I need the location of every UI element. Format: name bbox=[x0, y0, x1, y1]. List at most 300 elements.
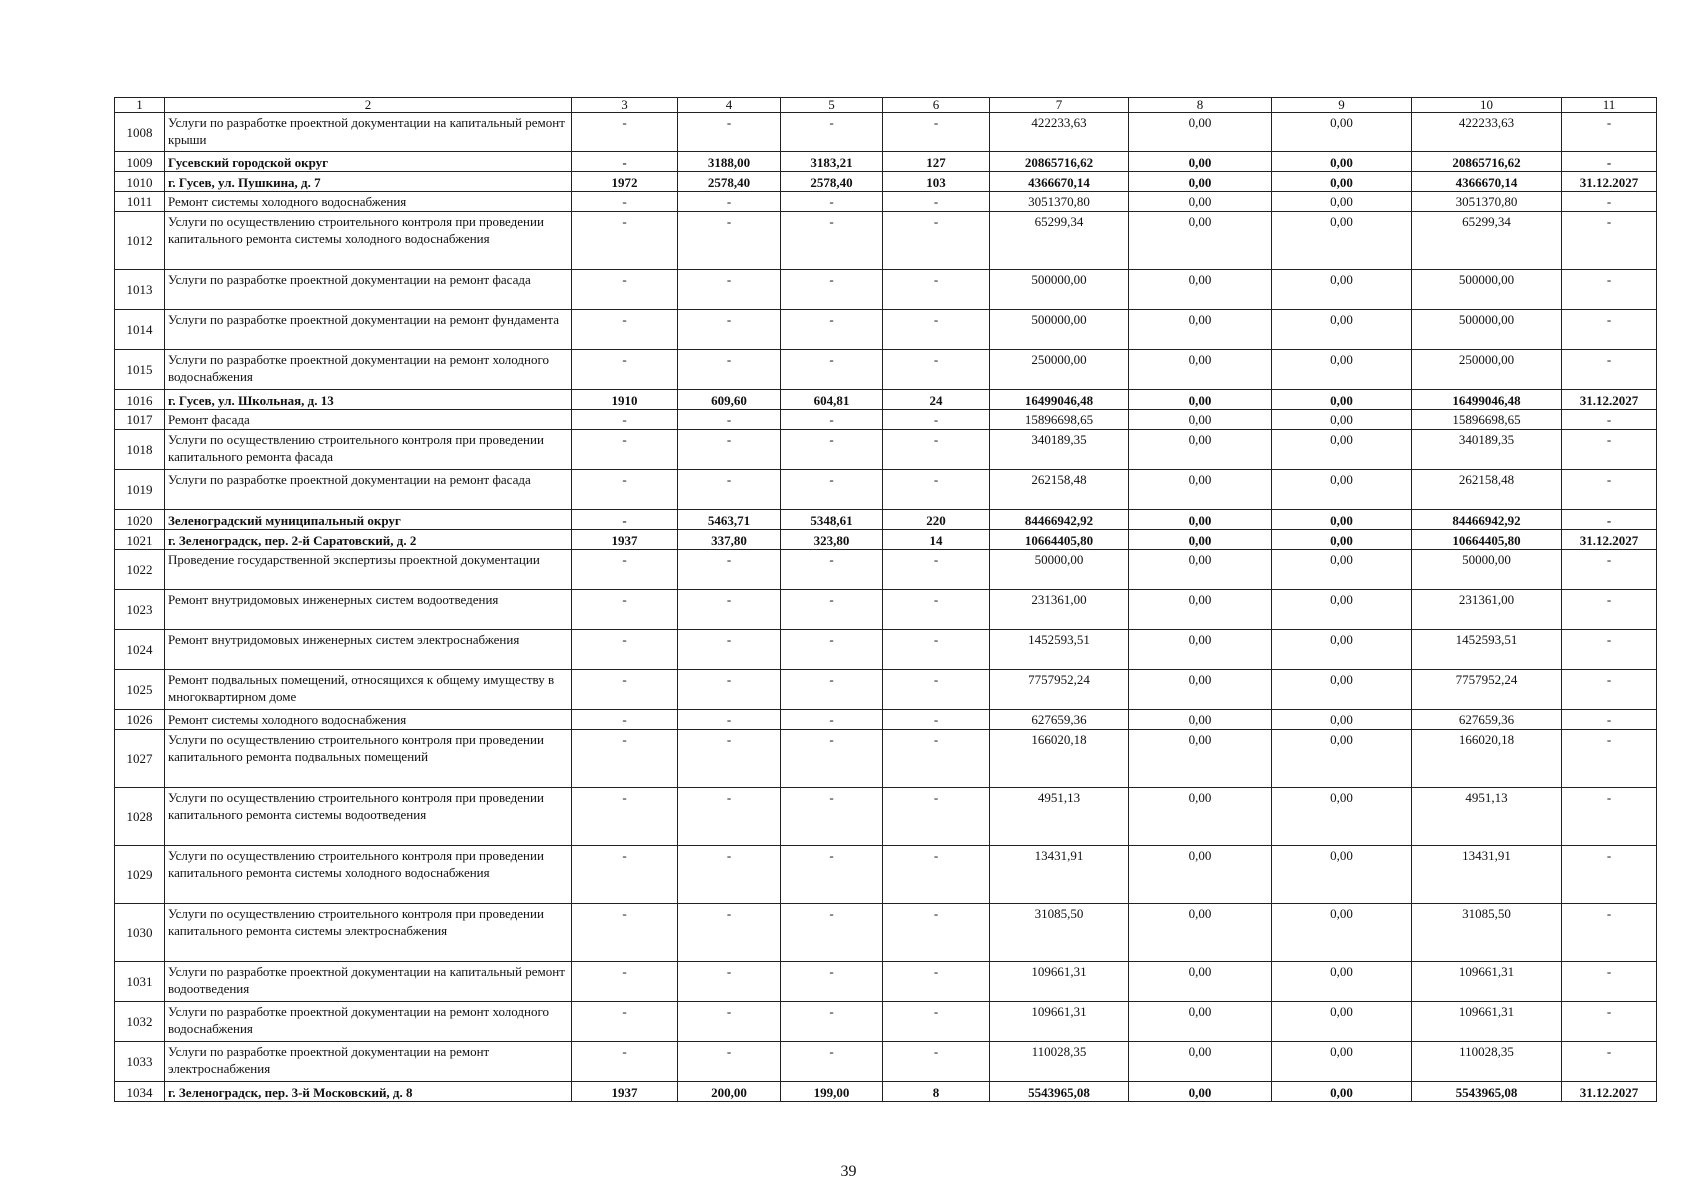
residents-count-cell: - bbox=[883, 1042, 990, 1082]
total-area-cell: 200,00 bbox=[678, 1082, 781, 1102]
cost-col-8-cell: 0,00 bbox=[1129, 904, 1272, 962]
item-name-cell: Услуги по разработке проектной документации на ремонт фундамента bbox=[165, 310, 572, 350]
total-area-cell: - bbox=[678, 410, 781, 430]
residential-area-cell: - bbox=[781, 846, 883, 904]
total-area-cell: - bbox=[678, 630, 781, 670]
build-year-cell: - bbox=[572, 410, 678, 430]
row-number-cell: 1023 bbox=[115, 590, 165, 630]
residents-count-cell: 24 bbox=[883, 390, 990, 410]
item-name-cell: Услуги по разработке проектной документации на ремонт холодного водоснабжения bbox=[165, 1002, 572, 1042]
cost-col-8-cell: 0,00 bbox=[1129, 1002, 1272, 1042]
completion-date-cell: - bbox=[1562, 113, 1657, 152]
total-area-cell: 3188,00 bbox=[678, 152, 781, 172]
table-row bbox=[115, 962, 1657, 1002]
cost-col-9-cell: 0,00 bbox=[1272, 670, 1412, 710]
cost-col-8-cell: 0,00 bbox=[1129, 510, 1272, 530]
build-year-cell: - bbox=[572, 430, 678, 470]
residents-count-cell: - bbox=[883, 1002, 990, 1042]
residents-count-cell: - bbox=[883, 470, 990, 510]
column-header: 2 bbox=[165, 98, 572, 113]
completion-date-cell: - bbox=[1562, 630, 1657, 670]
build-year-cell: - bbox=[572, 310, 678, 350]
build-year-cell: - bbox=[572, 630, 678, 670]
item-name-cell: Ремонт системы холодного водоснабжения bbox=[165, 192, 572, 212]
cost-col-9-cell: 0,00 bbox=[1272, 510, 1412, 530]
total-area-cell: - bbox=[678, 1002, 781, 1042]
cost-col-9-cell: 0,00 bbox=[1272, 962, 1412, 1002]
item-name-cell: Услуги по разработке проектной документации на ремонт электроснабжения bbox=[165, 1042, 572, 1082]
build-year-cell: - bbox=[572, 710, 678, 730]
column-header: 5 bbox=[781, 98, 883, 113]
build-year-cell: - bbox=[572, 1002, 678, 1042]
row-number-cell: 1033 bbox=[115, 1042, 165, 1082]
table-row bbox=[115, 670, 1657, 710]
cost-col-10-cell: 109661,31 bbox=[1412, 1002, 1562, 1042]
build-year-cell: 1937 bbox=[572, 1082, 678, 1102]
total-area-cell: - bbox=[678, 730, 781, 788]
column-header: 8 bbox=[1129, 98, 1272, 113]
table-row bbox=[115, 212, 1657, 270]
item-name-cell: г. Гусев, ул. Школьная, д. 13 bbox=[165, 390, 572, 410]
residential-area-cell: - bbox=[781, 212, 883, 270]
residential-area-cell: 3183,21 bbox=[781, 152, 883, 172]
residents-count-cell: - bbox=[883, 630, 990, 670]
total-area-cell: - bbox=[678, 788, 781, 846]
cost-col-10-cell: 262158,48 bbox=[1412, 470, 1562, 510]
build-year-cell: - bbox=[572, 590, 678, 630]
cost-col-10-cell: 109661,31 bbox=[1412, 962, 1562, 1002]
cost-col-8-cell: 0,00 bbox=[1129, 590, 1272, 630]
total-cost-cell: 250000,00 bbox=[990, 350, 1129, 390]
cost-col-10-cell: 5543965,08 bbox=[1412, 1082, 1562, 1102]
cost-col-10-cell: 31085,50 bbox=[1412, 904, 1562, 962]
cost-col-8-cell: 0,00 bbox=[1129, 390, 1272, 410]
table-row bbox=[115, 310, 1657, 350]
table-row bbox=[115, 550, 1657, 590]
row-number-cell: 1015 bbox=[115, 350, 165, 390]
item-name-cell: Услуги по осуществлению строительного контроля при проведении капитального ремонта фасада bbox=[165, 430, 572, 470]
row-number-cell: 1019 bbox=[115, 470, 165, 510]
row-number-cell: 1011 bbox=[115, 192, 165, 212]
item-name-cell: Ремонт внутридомовых инженерных систем электроснабжения bbox=[165, 630, 572, 670]
total-area-cell: 5463,71 bbox=[678, 510, 781, 530]
table-row bbox=[115, 430, 1657, 470]
completion-date-cell: - bbox=[1562, 430, 1657, 470]
residents-count-cell: - bbox=[883, 310, 990, 350]
cost-col-10-cell: 20865716,62 bbox=[1412, 152, 1562, 172]
row-number-cell: 1022 bbox=[115, 550, 165, 590]
residential-area-cell: - bbox=[781, 670, 883, 710]
cost-col-10-cell: 627659,36 bbox=[1412, 710, 1562, 730]
residents-count-cell: - bbox=[883, 904, 990, 962]
cost-col-9-cell: 0,00 bbox=[1272, 530, 1412, 550]
table-row bbox=[115, 1082, 1657, 1102]
table-row bbox=[115, 590, 1657, 630]
completion-date-cell: - bbox=[1562, 590, 1657, 630]
total-area-cell: 337,80 bbox=[678, 530, 781, 550]
completion-date-cell: - bbox=[1562, 904, 1657, 962]
table-row bbox=[115, 630, 1657, 670]
residents-count-cell: - bbox=[883, 710, 990, 730]
total-area-cell: - bbox=[678, 350, 781, 390]
item-name-cell: Услуги по осуществлению строительного контроля при проведении капитального ремонта системы холодного водоснабжения bbox=[165, 212, 572, 270]
cost-col-8-cell: 0,00 bbox=[1129, 152, 1272, 172]
row-number-cell: 1013 bbox=[115, 270, 165, 310]
row-number-cell: 1010 bbox=[115, 172, 165, 192]
build-year-cell: - bbox=[572, 788, 678, 846]
cost-col-8-cell: 0,00 bbox=[1129, 113, 1272, 152]
cost-col-10-cell: 231361,00 bbox=[1412, 590, 1562, 630]
residential-area-cell: 323,80 bbox=[781, 530, 883, 550]
table-row bbox=[115, 1042, 1657, 1082]
row-number-cell: 1020 bbox=[115, 510, 165, 530]
cost-col-8-cell: 0,00 bbox=[1129, 470, 1272, 510]
total-area-cell: - bbox=[678, 710, 781, 730]
cost-col-8-cell: 0,00 bbox=[1129, 788, 1272, 846]
total-cost-cell: 1452593,51 bbox=[990, 630, 1129, 670]
residents-count-cell: - bbox=[883, 430, 990, 470]
row-number-cell: 1012 bbox=[115, 212, 165, 270]
cost-col-9-cell: 0,00 bbox=[1272, 630, 1412, 670]
residents-count-cell: - bbox=[883, 192, 990, 212]
build-year-cell: - bbox=[572, 846, 678, 904]
item-name-cell: Ремонт внутридомовых инженерных систем водоотведения bbox=[165, 590, 572, 630]
total-cost-cell: 3051370,80 bbox=[990, 192, 1129, 212]
cost-col-10-cell: 50000,00 bbox=[1412, 550, 1562, 590]
total-area-cell: - bbox=[678, 670, 781, 710]
table-row bbox=[115, 788, 1657, 846]
total-cost-cell: 50000,00 bbox=[990, 550, 1129, 590]
total-cost-cell: 500000,00 bbox=[990, 270, 1129, 310]
cost-col-10-cell: 3051370,80 bbox=[1412, 192, 1562, 212]
table-row bbox=[115, 710, 1657, 730]
cost-col-9-cell: 0,00 bbox=[1272, 1042, 1412, 1082]
cost-col-9-cell: 0,00 bbox=[1272, 904, 1412, 962]
completion-date-cell: - bbox=[1562, 270, 1657, 310]
total-cost-cell: 4366670,14 bbox=[990, 172, 1129, 192]
residential-area-cell: 199,00 bbox=[781, 1082, 883, 1102]
completion-date-cell: - bbox=[1562, 1042, 1657, 1082]
table-row bbox=[115, 730, 1657, 788]
residents-count-cell: 220 bbox=[883, 510, 990, 530]
residential-area-cell: - bbox=[781, 1002, 883, 1042]
cost-col-9-cell: 0,00 bbox=[1272, 788, 1412, 846]
build-year-cell: 1972 bbox=[572, 172, 678, 192]
build-year-cell: 1910 bbox=[572, 390, 678, 410]
residential-area-cell: - bbox=[781, 710, 883, 730]
item-name-cell: г. Зеленоградск, пер. 2-й Саратовский, д. 2 bbox=[165, 530, 572, 550]
total-area-cell: - bbox=[678, 270, 781, 310]
total-area-cell: - bbox=[678, 310, 781, 350]
total-cost-cell: 500000,00 bbox=[990, 310, 1129, 350]
build-year-cell: - bbox=[572, 192, 678, 212]
cost-col-8-cell: 0,00 bbox=[1129, 730, 1272, 788]
residents-count-cell: 103 bbox=[883, 172, 990, 192]
completion-date-cell: - bbox=[1562, 962, 1657, 1002]
residents-count-cell: - bbox=[883, 113, 990, 152]
row-number-cell: 1029 bbox=[115, 846, 165, 904]
cost-col-10-cell: 1452593,51 bbox=[1412, 630, 1562, 670]
residents-count-cell: - bbox=[883, 846, 990, 904]
cost-col-10-cell: 13431,91 bbox=[1412, 846, 1562, 904]
item-name-cell: Услуги по осуществлению строительного контроля при проведении капитального ремонта системы водоотведения bbox=[165, 788, 572, 846]
total-cost-cell: 4951,13 bbox=[990, 788, 1129, 846]
build-year-cell: - bbox=[572, 152, 678, 172]
row-number-cell: 1018 bbox=[115, 430, 165, 470]
table-row bbox=[115, 904, 1657, 962]
build-year-cell: - bbox=[572, 510, 678, 530]
row-number-cell: 1017 bbox=[115, 410, 165, 430]
column-header: 9 bbox=[1272, 98, 1412, 113]
residents-count-cell: 127 bbox=[883, 152, 990, 172]
column-header: 1 bbox=[115, 98, 165, 113]
cost-col-9-cell: 0,00 bbox=[1272, 730, 1412, 788]
cost-col-9-cell: 0,00 bbox=[1272, 1002, 1412, 1042]
cost-col-10-cell: 65299,34 bbox=[1412, 212, 1562, 270]
completion-date-cell: 31.12.2027 bbox=[1562, 172, 1657, 192]
cost-col-8-cell: 0,00 bbox=[1129, 212, 1272, 270]
item-name-cell: Ремонт фасада bbox=[165, 410, 572, 430]
cost-col-10-cell: 15896698,65 bbox=[1412, 410, 1562, 430]
page-number: 39 bbox=[840, 1163, 857, 1180]
cost-col-10-cell: 422233,63 bbox=[1412, 113, 1562, 152]
cost-col-10-cell: 84466942,92 bbox=[1412, 510, 1562, 530]
cost-col-10-cell: 340189,35 bbox=[1412, 430, 1562, 470]
total-cost-cell: 340189,35 bbox=[990, 430, 1129, 470]
residents-count-cell: - bbox=[883, 350, 990, 390]
table-row bbox=[115, 530, 1657, 550]
row-number-cell: 1021 bbox=[115, 530, 165, 550]
completion-date-cell: - bbox=[1562, 310, 1657, 350]
completion-date-cell: - bbox=[1562, 212, 1657, 270]
completion-date-cell: - bbox=[1562, 470, 1657, 510]
cost-col-9-cell: 0,00 bbox=[1272, 270, 1412, 310]
row-number-cell: 1024 bbox=[115, 630, 165, 670]
residential-area-cell: 2578,40 bbox=[781, 172, 883, 192]
table-row bbox=[115, 410, 1657, 430]
row-number-cell: 1031 bbox=[115, 962, 165, 1002]
table-row bbox=[115, 390, 1657, 410]
cost-col-9-cell: 0,00 bbox=[1272, 846, 1412, 904]
item-name-cell: Услуги по осуществлению строительного контроля при проведении капитального ремонта системы электроснабжения bbox=[165, 904, 572, 962]
total-cost-cell: 13431,91 bbox=[990, 846, 1129, 904]
cost-col-10-cell: 16499046,48 bbox=[1412, 390, 1562, 410]
repair-program-table bbox=[114, 97, 1657, 1102]
total-area-cell: - bbox=[678, 192, 781, 212]
completion-date-cell: - bbox=[1562, 846, 1657, 904]
total-cost-cell: 20865716,62 bbox=[990, 152, 1129, 172]
completion-date-cell: - bbox=[1562, 192, 1657, 212]
document-table-container bbox=[114, 97, 1656, 1102]
total-area-cell: - bbox=[678, 470, 781, 510]
total-cost-cell: 231361,00 bbox=[990, 590, 1129, 630]
row-number-cell: 1034 bbox=[115, 1082, 165, 1102]
cost-col-8-cell: 0,00 bbox=[1129, 670, 1272, 710]
residential-area-cell: - bbox=[781, 1042, 883, 1082]
total-cost-cell: 627659,36 bbox=[990, 710, 1129, 730]
cost-col-8-cell: 0,00 bbox=[1129, 192, 1272, 212]
cost-col-8-cell: 0,00 bbox=[1129, 430, 1272, 470]
cost-col-8-cell: 0,00 bbox=[1129, 530, 1272, 550]
column-header: 6 bbox=[883, 98, 990, 113]
item-name-cell: Услуги по осуществлению строительного контроля при проведении капитального ремонта системы холодного водоснабжения bbox=[165, 846, 572, 904]
residential-area-cell: 5348,61 bbox=[781, 510, 883, 530]
build-year-cell: - bbox=[572, 1042, 678, 1082]
cost-col-9-cell: 0,00 bbox=[1272, 172, 1412, 192]
total-cost-cell: 84466942,92 bbox=[990, 510, 1129, 530]
cost-col-10-cell: 110028,35 bbox=[1412, 1042, 1562, 1082]
build-year-cell: - bbox=[572, 730, 678, 788]
build-year-cell: - bbox=[572, 350, 678, 390]
build-year-cell: - bbox=[572, 904, 678, 962]
total-cost-cell: 109661,31 bbox=[990, 962, 1129, 1002]
completion-date-cell: - bbox=[1562, 510, 1657, 530]
row-number-cell: 1032 bbox=[115, 1002, 165, 1042]
residents-count-cell: - bbox=[883, 670, 990, 710]
total-area-cell: - bbox=[678, 962, 781, 1002]
cost-col-9-cell: 0,00 bbox=[1272, 390, 1412, 410]
cost-col-8-cell: 0,00 bbox=[1129, 350, 1272, 390]
completion-date-cell: - bbox=[1562, 350, 1657, 390]
residential-area-cell: - bbox=[781, 410, 883, 430]
table-row bbox=[115, 510, 1657, 530]
residents-count-cell: - bbox=[883, 962, 990, 1002]
cost-col-9-cell: 0,00 bbox=[1272, 113, 1412, 152]
total-area-cell: - bbox=[678, 430, 781, 470]
total-cost-cell: 166020,18 bbox=[990, 730, 1129, 788]
row-number-cell: 1016 bbox=[115, 390, 165, 410]
residents-count-cell: - bbox=[883, 212, 990, 270]
residents-count-cell: 8 bbox=[883, 1082, 990, 1102]
residents-count-cell: - bbox=[883, 270, 990, 310]
column-number-header-row bbox=[115, 98, 1657, 113]
residents-count-cell: - bbox=[883, 410, 990, 430]
column-header: 3 bbox=[572, 98, 678, 113]
column-header: 11 bbox=[1562, 98, 1657, 113]
total-cost-cell: 5543965,08 bbox=[990, 1082, 1129, 1102]
residents-count-cell: - bbox=[883, 550, 990, 590]
table-row bbox=[115, 470, 1657, 510]
item-name-cell: Ремонт подвальных помещений, относящихся к общему имуществу в многоквартирном доме bbox=[165, 670, 572, 710]
item-name-cell: Ремонт системы холодного водоснабжения bbox=[165, 710, 572, 730]
total-area-cell: - bbox=[678, 212, 781, 270]
row-number-cell: 1030 bbox=[115, 904, 165, 962]
total-area-cell: 609,60 bbox=[678, 390, 781, 410]
row-number-cell: 1009 bbox=[115, 152, 165, 172]
residential-area-cell: - bbox=[781, 904, 883, 962]
residents-count-cell: - bbox=[883, 788, 990, 846]
total-area-cell: 2578,40 bbox=[678, 172, 781, 192]
residential-area-cell: - bbox=[781, 730, 883, 788]
build-year-cell: - bbox=[572, 212, 678, 270]
column-header: 7 bbox=[990, 98, 1129, 113]
total-cost-cell: 31085,50 bbox=[990, 904, 1129, 962]
total-cost-cell: 422233,63 bbox=[990, 113, 1129, 152]
cost-col-8-cell: 0,00 bbox=[1129, 172, 1272, 192]
table-row bbox=[115, 846, 1657, 904]
completion-date-cell: 31.12.2027 bbox=[1562, 1082, 1657, 1102]
cost-col-8-cell: 0,00 bbox=[1129, 1082, 1272, 1102]
residential-area-cell: - bbox=[781, 192, 883, 212]
residential-area-cell: - bbox=[781, 430, 883, 470]
cost-col-9-cell: 0,00 bbox=[1272, 350, 1412, 390]
total-cost-cell: 16499046,48 bbox=[990, 390, 1129, 410]
total-cost-cell: 109661,31 bbox=[990, 1002, 1129, 1042]
column-header: 10 bbox=[1412, 98, 1562, 113]
total-cost-cell: 15896698,65 bbox=[990, 410, 1129, 430]
cost-col-9-cell: 0,00 bbox=[1272, 310, 1412, 350]
build-year-cell: 1937 bbox=[572, 530, 678, 550]
total-area-cell: - bbox=[678, 113, 781, 152]
completion-date-cell: 31.12.2027 bbox=[1562, 530, 1657, 550]
table-body bbox=[115, 98, 1657, 1102]
cost-col-8-cell: 0,00 bbox=[1129, 310, 1272, 350]
completion-date-cell: - bbox=[1562, 550, 1657, 590]
residents-count-cell: 14 bbox=[883, 530, 990, 550]
row-number-cell: 1008 bbox=[115, 113, 165, 152]
build-year-cell: - bbox=[572, 113, 678, 152]
item-name-cell: Услуги по разработке проектной документации на ремонт фасада bbox=[165, 270, 572, 310]
build-year-cell: - bbox=[572, 270, 678, 310]
row-number-cell: 1027 bbox=[115, 730, 165, 788]
item-name-cell: Услуги по осуществлению строительного контроля при проведении капитального ремонта подвальных помещений bbox=[165, 730, 572, 788]
build-year-cell: - bbox=[572, 550, 678, 590]
total-cost-cell: 7757952,24 bbox=[990, 670, 1129, 710]
residential-area-cell: - bbox=[781, 113, 883, 152]
cost-col-8-cell: 0,00 bbox=[1129, 846, 1272, 904]
cost-col-9-cell: 0,00 bbox=[1272, 1082, 1412, 1102]
total-area-cell: - bbox=[678, 1042, 781, 1082]
item-name-cell: Гусевский городской округ bbox=[165, 152, 572, 172]
completion-date-cell: - bbox=[1562, 670, 1657, 710]
total-area-cell: - bbox=[678, 904, 781, 962]
residential-area-cell: - bbox=[781, 270, 883, 310]
cost-col-10-cell: 166020,18 bbox=[1412, 730, 1562, 788]
row-number-cell: 1025 bbox=[115, 670, 165, 710]
row-number-cell: 1028 bbox=[115, 788, 165, 846]
cost-col-9-cell: 0,00 bbox=[1272, 430, 1412, 470]
residential-area-cell: 604,81 bbox=[781, 390, 883, 410]
cost-col-9-cell: 0,00 bbox=[1272, 550, 1412, 590]
residents-count-cell: - bbox=[883, 590, 990, 630]
cost-col-9-cell: 0,00 bbox=[1272, 212, 1412, 270]
build-year-cell: - bbox=[572, 670, 678, 710]
cost-col-8-cell: 0,00 bbox=[1129, 962, 1272, 1002]
residential-area-cell: - bbox=[781, 550, 883, 590]
cost-col-8-cell: 0,00 bbox=[1129, 710, 1272, 730]
cost-col-9-cell: 0,00 bbox=[1272, 192, 1412, 212]
table-row bbox=[115, 350, 1657, 390]
row-number-cell: 1026 bbox=[115, 710, 165, 730]
item-name-cell: Услуги по разработке проектной документации на капитальный ремонт водоотведения bbox=[165, 962, 572, 1002]
cost-col-9-cell: 0,00 bbox=[1272, 710, 1412, 730]
cost-col-10-cell: 4366670,14 bbox=[1412, 172, 1562, 192]
item-name-cell: г. Гусев, ул. Пушкина, д. 7 bbox=[165, 172, 572, 192]
cost-col-10-cell: 4951,13 bbox=[1412, 788, 1562, 846]
completion-date-cell: - bbox=[1562, 788, 1657, 846]
cost-col-9-cell: 0,00 bbox=[1272, 470, 1412, 510]
cost-col-8-cell: 0,00 bbox=[1129, 550, 1272, 590]
residential-area-cell: - bbox=[781, 962, 883, 1002]
row-number-cell: 1014 bbox=[115, 310, 165, 350]
table-row bbox=[115, 270, 1657, 310]
total-cost-cell: 110028,35 bbox=[990, 1042, 1129, 1082]
build-year-cell: - bbox=[572, 962, 678, 1002]
item-name-cell: Услуги по разработке проектной документации на ремонт фасада bbox=[165, 470, 572, 510]
cost-col-8-cell: 0,00 bbox=[1129, 410, 1272, 430]
table-row bbox=[115, 152, 1657, 172]
residential-area-cell: - bbox=[781, 590, 883, 630]
